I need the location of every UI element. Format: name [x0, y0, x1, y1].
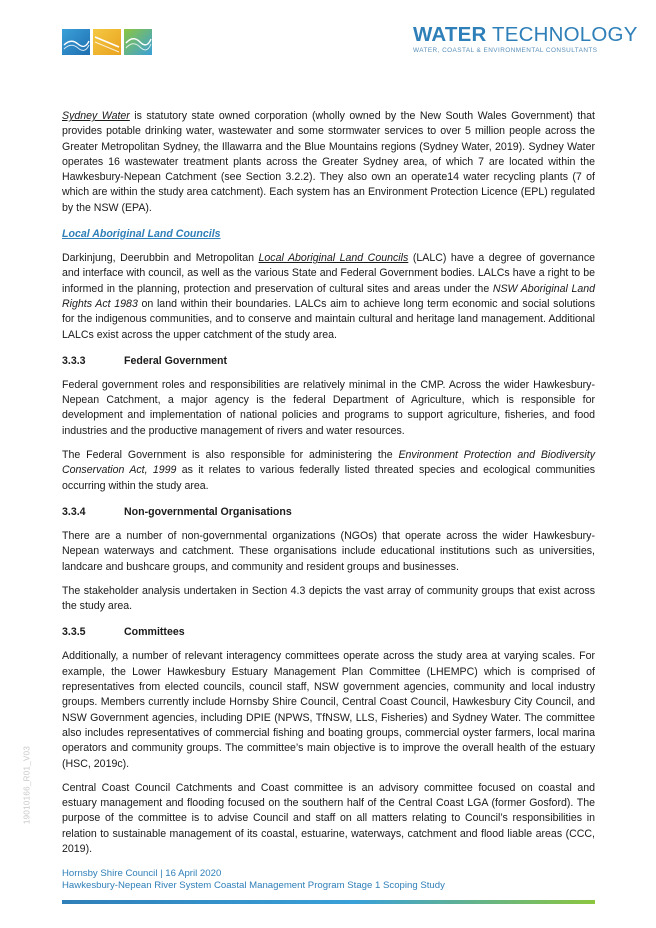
company-name: WATER TECHNOLOGY	[413, 23, 638, 46]
paragraph-federal-2: The Federal Government is also responsible for administering the Environment Protection and Biodiversity Conservation Act, 1999 as it relates to various federally listed threated species and ecological communities occurring within the study area.	[62, 449, 596, 492]
paragraph-sydney-water: Sydney Water is statutory state owned corporation (wholly owned by the New South Wales Government) that provides potable drinking water, wastewater and some stormwater services to over 5 million people across the Greater Metropolitan Sydney, the Illawarra and the Blue Mountains regions (Sydney Water, 2019). Sydney Water operates 16 wastewater treatment plants across the Greater Sydney area, of which 7 are located within the Hawkesbury-Nepean Catchment (see Section 3.2.2). They also own an operate14 water recycling plants (7 of which are within the study area catchment). Each system has an Environment Protection Licence (EPL) regulated by the NSW (EPA).	[62, 110, 596, 214]
section-3-3-4-heading: 3.3.4 Non-governmental Organisations	[62, 505, 292, 518]
paragraph-committees-1: Additionally, a number of relevant interagency committees operate across the study area at varying scales. For example, the Lower Hawkesbury Estuary Management Plan Committee (LHEMPC) which is comprised of representatives from elected councils, council staff, NSW government agencies, community and local industry groups. Members currently include Hornsby Shire Council, Central Coast Council, Hawkesbury City Council, and NSW Government agencies, including DPIE (NPWS, TfNSW, LLS, Fisheries) and Sydney Water. The committee also includes representatives of commercial fishing and boating groups, commercial oyster farmers, local marina operators and community groups. The committee’s main objective is to improve the overall health of the estuary (HSC, 2019c).	[62, 650, 595, 770]
document-reference: 19010166_R01_V03	[22, 745, 32, 825]
section-3-3-5-heading: 3.3.5 Committees	[62, 626, 185, 639]
wave-tiles-logo	[62, 29, 152, 55]
page-footer	[62, 868, 595, 892]
section-3-3-3-heading: 3.3.3 Federal Government	[62, 354, 228, 367]
lalc-link[interactable]: Local Aboriginal Land Councils	[258, 252, 409, 265]
main-content	[62, 109, 595, 857]
paragraph-federal-1: Federal government roles and responsibilities are relatively minimal in the CMP. Across the wider Hawkesbury-Nepean Catchment, a major agency is the federal Department of Agriculture, which is responsible for development and implementation of national policies and programs to support agriculture, fisheries, and food industries and the productive management of rivers and water resources.	[62, 378, 595, 437]
footer-client-date: Hornsby Shire Council | 16 April 2020	[62, 868, 222, 879]
footer-divider	[62, 900, 595, 904]
paragraph-committees-2: Central Coast Council Catchments and Coast committee is an advisory committee focused on coastal and estuary management and flooding focused on the southern half of the Central Coast LGA (former Gosford). The purpose of the committee is to advise Council and staff on all matters relating to Council’s responsibilities in relation to sustainable management of its coastal, estuarine, waterways, catchment and flood liable areas (CCC, 2019).	[62, 781, 595, 855]
company-tagline: WATER, COASTAL & ENVIRONMENTAL CONSULTANTS	[413, 47, 598, 54]
lalc-heading-link[interactable]: Local Aboriginal Land Councils	[62, 228, 221, 241]
company-logo	[413, 23, 638, 58]
paragraph-ngo-2: The stakeholder analysis undertaken in Section 4.3 depicts the vast array of community groups that exist across the study area.	[62, 584, 595, 613]
paragraph-lalc: Darkinjung, Deerubbin and Metropolitan Local Aboriginal Land Councils (LALC) have a degree of governance and interface with council, as well as the various State and Federal Government bodies. LALCs have a right to be informed in the planning, protection and preservation of cultural sites and areas under the NSW Aboriginal Land Rights Act 1983 on land within their boundaries. LALCs aim to achieve long term economic and social solutions for the indigenous communities, and to conserve and maintain cultural and heritage land management. Additional LALCs exist across the upper catchment of the study area.	[62, 252, 596, 341]
paragraph-ngo-1: There are a number of non-governmental organizations (NGOs) that operate across the wider Hawkesbury-Nepean waterways and catchment. These organisations include educational institutions such as universities, landcare and bushcare groups, and community and resident groups and businesses.	[62, 529, 595, 573]
footer-project-title: Hawkesbury-Nepean River System Coastal Management Program Stage 1 Scoping Study	[62, 880, 445, 891]
sydney-water-link[interactable]: Sydney Water	[62, 110, 130, 122]
